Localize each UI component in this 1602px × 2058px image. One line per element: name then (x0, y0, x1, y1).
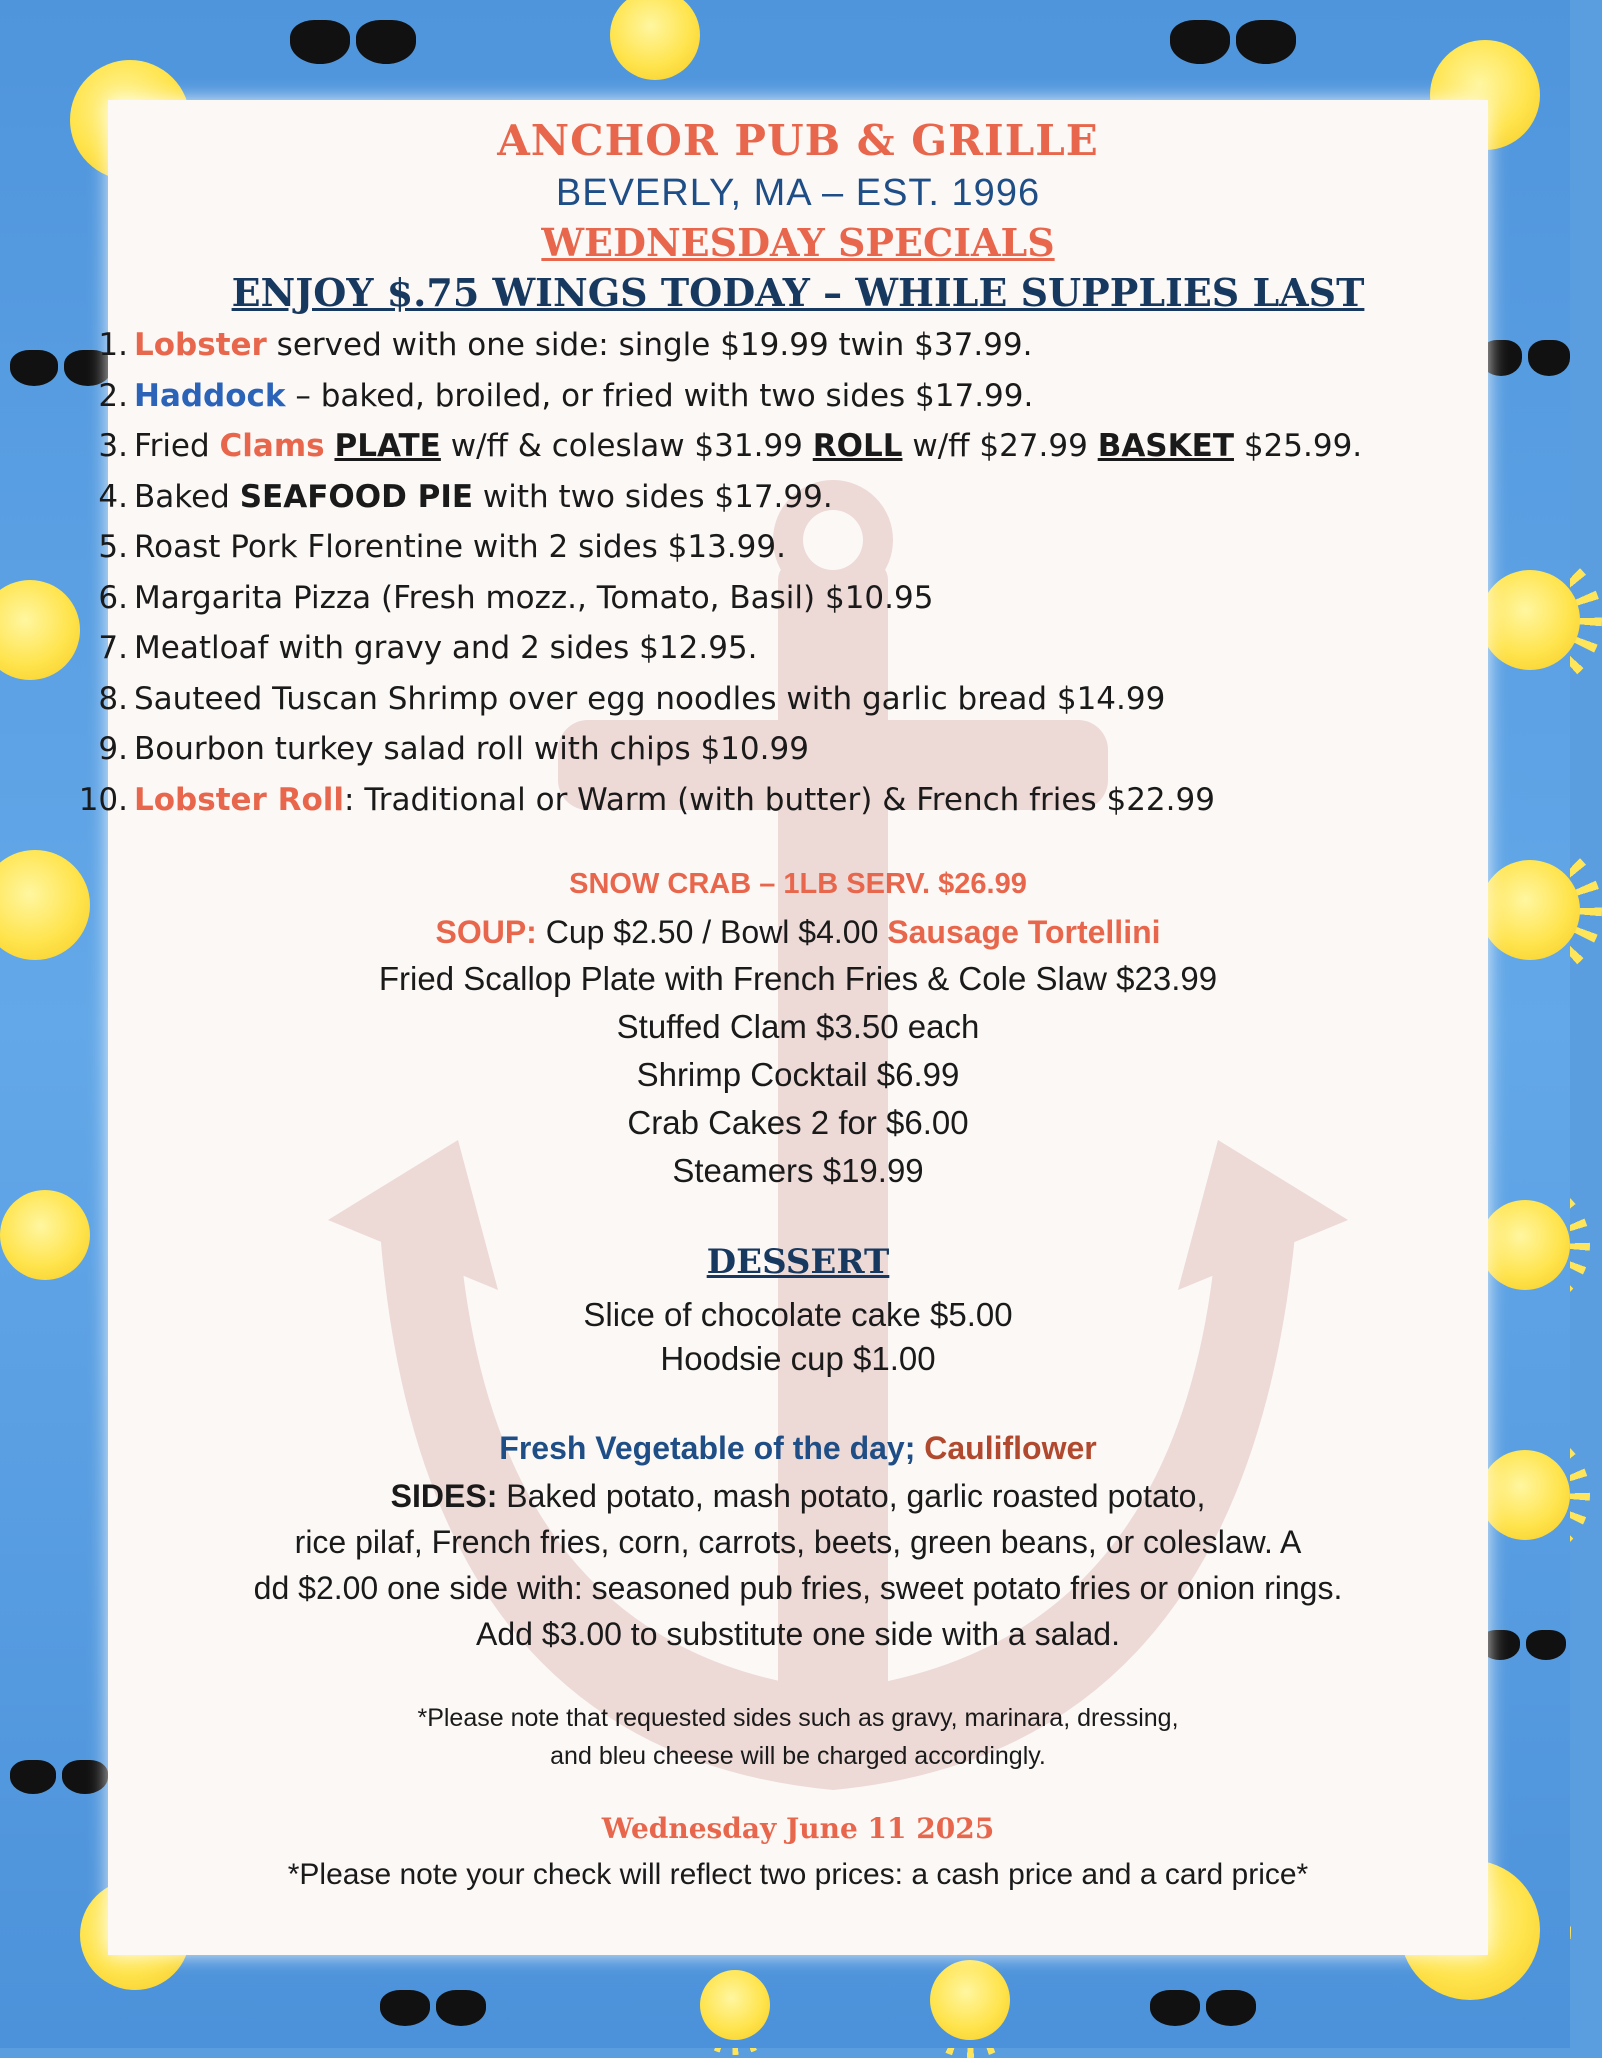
soup-label: SOUP: (435, 914, 537, 950)
special-text: $25.99. (1233, 428, 1363, 464)
special-text: PLATE (334, 428, 441, 464)
sides-line-3: dd $2.00 one side with: seasoned pub fries, sweet potato fries or onion rings. (253, 1570, 1343, 1606)
soup-name: Sausage Tortellini (887, 914, 1161, 950)
sun-icon (1480, 1450, 1570, 1540)
vegetable-of-day (108, 1430, 1488, 1467)
menu-date: Wednesday June 11 2025 (601, 1812, 995, 1845)
soup-price: Cup $2.50 / Bowl $4.00 (536, 914, 888, 950)
special-text: Lobster (134, 327, 267, 363)
sides-line-1 (108, 1478, 1488, 1515)
sun-icon (0, 580, 80, 680)
sun-icon (700, 1970, 770, 2040)
special-text: Baked (134, 478, 240, 515)
wings-promo: ENJOY $.75 WINGS TODAY – WHILE SUPPLIES LAST (231, 270, 1365, 315)
special-number: 5. (98, 529, 128, 565)
sides-text: Baked potato, mash potato, garlic roasted potato, (497, 1478, 1206, 1514)
special-text: – baked, broiled, or fried with two sides $17.99. (285, 377, 1034, 414)
extra-item: Stuffed Clam $3.50 each (616, 1008, 980, 1045)
special-number: 4. (98, 478, 128, 515)
dessert-item: Slice of chocolate cake $5.00 (583, 1296, 1013, 1333)
soup-line (108, 914, 1488, 951)
sides-label: SIDES: (390, 1478, 498, 1514)
sunglasses-icon (1480, 1630, 1566, 1660)
sun-icon (0, 850, 90, 960)
pricing-note: *Please note your check will reflect two prices: a cash price and a card price* (287, 1858, 1309, 1891)
special-text: SEAFOOD PIE (239, 478, 474, 515)
special-text: Roast Pork Florentine with 2 sides $13.99. (134, 529, 786, 565)
sun-icon (0, 1190, 90, 1280)
extra-item: Shrimp Cocktail $6.99 (636, 1056, 960, 1093)
specials-list (78, 320, 1538, 825)
vegetable-label: Fresh Vegetable of the day; (499, 1430, 916, 1466)
special-item (78, 472, 1538, 523)
special-number: 8. (98, 680, 128, 717)
sides-line-4: Add $3.00 to substitute one side with a salad. (476, 1616, 1120, 1652)
snow-crab-special: SNOW CRAB – 1LB SERV. $26.99 (569, 868, 1027, 900)
special-number: 1. (98, 327, 128, 363)
special-text: Haddock (134, 377, 286, 414)
special-text: Margarita Pizza (Fresh mozz., Tomato, Basil) $10.95 (134, 579, 934, 616)
special-number: 2. (98, 377, 128, 414)
sun-icon (930, 1960, 1010, 2040)
special-text: with two sides $17.99. (473, 478, 833, 515)
special-text (325, 428, 335, 464)
dessert-item: Hoodsie cup $1.00 (660, 1340, 936, 1377)
special-number: 7. (98, 630, 128, 666)
special-text: w/ff $27.99 (902, 428, 1098, 464)
special-text: Meatloaf with gravy and 2 sides $12.95. (134, 630, 758, 666)
special-text: Fried (134, 428, 220, 464)
special-item (78, 371, 1538, 422)
special-number: 6. (98, 579, 128, 616)
special-text: BASKET (1097, 428, 1234, 464)
special-item (78, 573, 1538, 624)
special-number: 9. (98, 731, 128, 767)
special-text: ROLL (812, 428, 903, 464)
sunglasses-icon (290, 20, 416, 64)
vegetable-value: Cauliflower (915, 1430, 1097, 1466)
special-item (78, 522, 1538, 573)
sides-line-2: rice pilaf, French fries, corn, carrots, beets, green beans, or coleslaw. A (294, 1524, 1302, 1560)
sun-icon (1480, 860, 1580, 960)
menu-sheet (78, 100, 1488, 1955)
special-item (78, 674, 1538, 725)
special-number: 10. (78, 781, 128, 818)
dessert-heading: DESSERT (706, 1242, 890, 1282)
special-text: w/ff & coleslaw $31.99 (440, 428, 813, 464)
extra-item: Fried Scallop Plate with French Fries & Cole Slaw $23.99 (378, 960, 1218, 997)
special-text: Sauteed Tuscan Shrimp over egg noodles with garlic bread $14.99 (134, 680, 1166, 717)
sunglasses-icon (380, 1990, 486, 2026)
restaurant-location: BEVERLY, MA – EST. 1996 (555, 172, 1041, 214)
special-text: : Traditional or Warm (with butter) & French fries $22.99 (344, 781, 1215, 818)
extra-item: Crab Cakes 2 for $6.00 (627, 1104, 969, 1141)
special-item (78, 421, 1538, 472)
special-item (78, 724, 1538, 775)
sides-charge-note: *Please note that requested sides such as gravy, marinara, dressing, (417, 1704, 1179, 1732)
special-text: Lobster Roll (134, 781, 345, 818)
extra-item: Steamers $19.99 (672, 1152, 924, 1189)
special-text: Bourbon turkey salad roll with chips $10.99 (134, 731, 809, 767)
sunglasses-icon (10, 1760, 108, 1794)
sides-charge-note: and bleu cheese will be charged accordingly. (550, 1742, 1046, 1770)
special-item (78, 775, 1538, 826)
sunglasses-icon (1170, 20, 1296, 64)
special-text: Clams (219, 428, 325, 464)
special-number: 3. (98, 428, 128, 464)
specials-heading: WEDNESDAY SPECIALS (541, 220, 1055, 265)
special-item (78, 623, 1538, 674)
sun-icon (1480, 1200, 1570, 1290)
special-text: served with one side: single $19.99 twin $37.99. (266, 327, 1033, 363)
restaurant-name: ANCHOR PUB & GRILLE (497, 116, 1099, 165)
sun-icon (610, 0, 700, 80)
special-item (78, 320, 1538, 371)
sunglasses-icon (1150, 1990, 1256, 2026)
